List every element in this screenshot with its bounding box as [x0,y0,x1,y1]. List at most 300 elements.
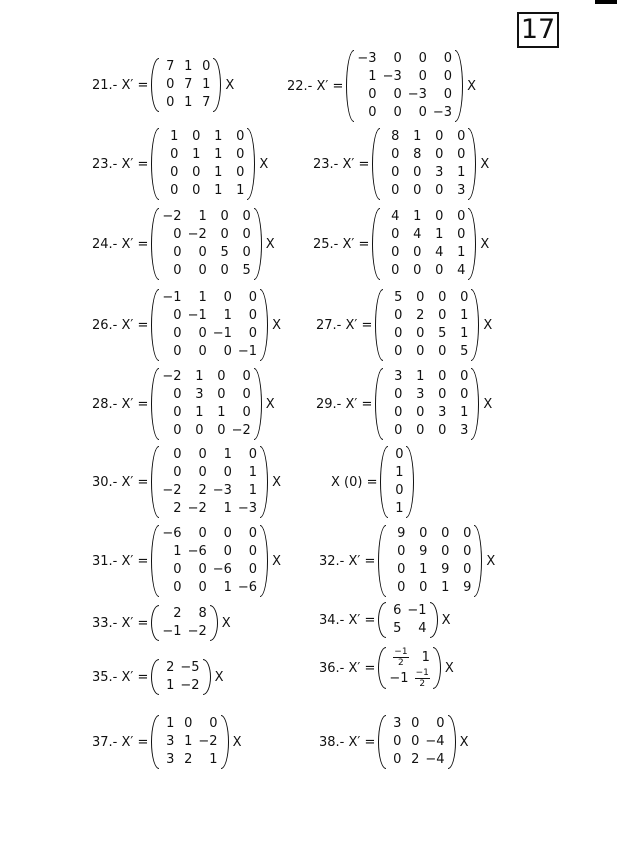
matrix-entry: 9 [419,544,428,559]
matrix-entry: 3 [394,369,403,384]
matrix-entry: −3 [357,51,377,66]
left-paren [375,368,383,440]
matrix [375,287,479,363]
matrix-entry: 0 [192,129,201,144]
problem-38 [319,713,468,771]
problem-label: 36.- X′ = [319,660,376,676]
problem-label: 33.- X′ = [92,615,149,631]
page-number-box [517,12,559,48]
matrix-entry: 0 [217,369,226,384]
matrix-entry: 0 [411,734,420,749]
matrix-entry: 1 [416,369,425,384]
matrix-entry: 4 [435,245,444,260]
matrix-entry: 3 [393,716,402,731]
left-paren [151,208,159,280]
right-paren [260,446,268,518]
matrix-entry: 3 [435,165,444,180]
problem-31 [92,523,281,599]
matrix-entry: 0 [173,326,182,341]
problem-33 [92,603,231,643]
right-paren [254,208,262,280]
matrix-entry: 0 [393,752,402,767]
matrix-entry: 0 [248,290,258,305]
matrix-entry: 0 [394,405,403,420]
matrix-entry: 5 [394,290,403,305]
matrix-entry: 1 [214,129,223,144]
matrix-entry: −2 [231,423,251,438]
matrix-entry: 1 [173,544,182,559]
matrix-entry: 0 [173,308,182,323]
matrix-entry: 0 [463,526,472,541]
matrix-entry: 1 [209,752,218,767]
matrix-entry: −3 [432,105,453,120]
matrix-entry: 4 [413,227,422,242]
matrix [151,287,268,363]
matrix-entry: 0 [394,387,403,402]
matrix-entry: 3 [457,183,466,198]
matrix-entry: 1 [166,716,175,731]
problem-30 [92,444,281,520]
matrix-entry: 0 [223,290,232,305]
matrix-entry: 0 [435,183,444,198]
matrix-entry: 0 [198,326,207,341]
matrix-entry: 6 [393,603,402,618]
matrix-entry: 0 [236,165,245,180]
matrix-entry: 0 [223,344,232,359]
problem-label: X (0) = [331,474,378,490]
matrix-entry: $\frac{-1}{2}$ [394,647,408,668]
matrix [378,713,455,771]
matrix-entry: 0 [416,405,425,420]
matrix-entry: 0 [170,165,179,180]
matrix [151,713,228,771]
matrix-entry: −3 [212,483,232,498]
matrix-entry: 0 [242,227,251,242]
matrix-entry: 0 [394,344,403,359]
vector-x: X [232,734,242,750]
right-paren [471,368,479,440]
matrix-entry: 0 [457,209,466,224]
matrix-entry: 0 [242,245,251,260]
matrix-entry: 4 [457,263,466,278]
matrix-entry: 0 [173,423,182,438]
vector-x: X [441,612,451,628]
matrix-entry: 1 [441,580,450,595]
matrix-entry: 0 [220,209,229,224]
matrix-entry: 8 [391,129,400,144]
matrix-entry: 0 [173,387,182,402]
matrix-entry: 0 [394,308,403,323]
matrix-entry: 5 [393,621,402,636]
matrix-entry: 2 [184,752,193,767]
matrix-entry: 0 [242,387,251,402]
matrix-entry: 0 [217,423,226,438]
matrix [372,206,476,282]
matrix-entry: 1 [223,447,232,462]
matrix-entry: 0 [460,387,469,402]
left-paren [151,128,159,200]
matrix-entry: 0 [198,580,207,595]
matrix-entry: 0 [416,290,425,305]
vector-x: X [480,156,490,172]
problem-label: 24.- X′ = [92,236,149,252]
matrix-entry: 1 [223,308,232,323]
matrix-entry: 4 [391,209,400,224]
matrix-entry: 0 [416,344,425,359]
matrix-entry: 0 [397,562,406,577]
matrix-entry: 7 [202,95,211,110]
matrix-entry: 0 [368,87,377,102]
left-paren [151,289,159,361]
left-paren [378,525,386,597]
matrix-entry: −3 [407,87,427,102]
matrix-entry: 0 [170,183,179,198]
matrix-entry: 0 [438,290,447,305]
matrix-entry: 0 [173,245,182,260]
left-paren [346,50,354,122]
problem-label: 21.- X′ = [92,77,149,93]
matrix-entry: 0 [248,326,258,341]
matrix-entry: 1 [184,734,193,749]
matrix-entry: 2 [173,501,182,516]
problem-label: 37.- X′ = [92,734,149,750]
matrix-entry: 0 [173,344,182,359]
left-paren [378,715,386,769]
vector-x: X [480,236,490,252]
left-paren [151,446,159,518]
matrix-entry: 0 [242,209,251,224]
matrix-entry: 1 [395,465,404,480]
right-paren [260,525,268,597]
matrix-entry: 0 [198,447,207,462]
matrix-entry: 0 [173,447,182,462]
matrix-entry: 0 [391,147,400,162]
matrix-entry: 0 [220,227,229,242]
matrix-entry: −2 [162,483,182,498]
matrix-entry: 0 [236,147,245,162]
matrix-entry: 0 [416,326,425,341]
right-paren [433,647,441,689]
matrix-entry: −2 [162,209,182,224]
matrix-entry: 1 [223,501,232,516]
vector-x: X [265,236,275,252]
matrix-entry: 0 [391,183,400,198]
matrix-entry: 8 [198,606,207,621]
matrix-entry: 0 [395,447,404,462]
problem-label: 38.- X′ = [319,734,376,750]
matrix [378,645,440,691]
matrix-entry: 0 [195,423,204,438]
vector-x: X [265,396,275,412]
matrix-entry: 3 [460,423,469,438]
matrix-entry: 0 [418,69,427,84]
matrix-entry: 0 [443,87,453,102]
matrix-entry: −6 [187,544,207,559]
matrix-entry: −1 [162,624,182,639]
matrix-entry: 0 [173,263,182,278]
matrix-entry: 0 [223,544,232,559]
matrix-entry: 0 [170,147,179,162]
problem-35 [92,657,223,697]
matrix-entry: 0 [223,526,232,541]
initial-condition [331,444,414,520]
vector-x: X [467,78,476,94]
matrix-entry: 0 [393,105,402,120]
matrix-entry: 0 [394,423,403,438]
matrix-entry: 0 [393,734,402,749]
matrix-entry: 1 [248,483,258,498]
matrix-entry: 0 [248,308,258,323]
matrix-entry: 0 [438,308,447,323]
matrix-entry: 0 [393,51,402,66]
matrix-entry: 1 [419,562,428,577]
matrix-entry: 1 [435,227,444,242]
matrix-entry: 0 [413,165,422,180]
matrix-entry: 0 [460,290,469,305]
matrix-entry: 0 [411,716,420,731]
problem-label: 32.- X′ = [319,553,376,569]
matrix-entry: 1 [460,308,469,323]
matrix [378,523,482,599]
problem-32 [319,523,495,599]
matrix-entry: 0 [248,447,258,462]
matrix [372,126,476,202]
problem-label: 25.- X′ = [313,236,370,252]
right-paren [213,58,221,112]
matrix-entry: 0 [443,51,453,66]
problem-label: 31.- X′ = [92,553,149,569]
matrix-entry: 0 [438,344,447,359]
matrix-entry: 1 [198,290,207,305]
matrix-entry: 0 [236,129,245,144]
matrix-entry: 0 [418,51,427,66]
matrix-entry: 2 [173,606,182,621]
matrix-entry: 9 [441,562,450,577]
vector-x: X [486,553,496,569]
matrix-entry: 2 [416,308,425,323]
vector-x: X [483,317,493,333]
matrix-entry: 0 [435,263,444,278]
matrix-entry: 0 [438,423,447,438]
matrix-entry: 0 [443,69,453,84]
problem-27 [316,287,492,363]
right-paren [254,368,262,440]
matrix-entry: 3 [166,734,175,749]
left-paren [151,525,159,597]
matrix-entry: 0 [457,129,466,144]
problem-37 [92,713,241,771]
matrix-entry: 0 [457,227,466,242]
matrix-entry: 1 [368,69,377,84]
page-number: 17 [520,14,556,45]
matrix-entry: 0 [441,544,450,559]
right-paren [468,208,476,280]
matrix-entry: 9 [463,580,472,595]
matrix-entry: 0 [173,227,182,242]
right-paren [260,289,268,361]
vector-x: X [214,669,224,685]
matrix-entry: 1 [460,405,469,420]
matrix-entry: 0 [391,227,400,242]
matrix [380,444,414,520]
matrix-entry: −1 [212,326,232,341]
vector-x: X [225,77,235,93]
problem-label: 26.- X′ = [92,317,149,333]
matrix-entry: $\frac{-1}{2}$ [415,668,429,689]
problem-label: 22.- X′ = [287,78,344,94]
problem-label: 35.- X′ = [92,669,149,685]
matrix-entry: 0 [413,263,422,278]
left-paren [151,715,159,769]
matrix-entry: 0 [413,183,422,198]
matrix-entry: 0 [438,369,447,384]
right-paren [203,659,211,695]
matrix-entry: 0 [460,369,469,384]
matrix-entry: 0 [248,526,258,541]
matrix-entry: 1 [184,59,193,74]
matrix-entry: 0 [242,405,251,420]
matrix-entry: 0 [192,183,201,198]
right-paren [430,602,438,638]
problem-28 [92,366,275,442]
matrix-entry: 0 [202,59,211,74]
problem-label: 27.- X′ = [316,317,373,333]
right-paren [455,50,463,122]
matrix-entry: −2 [162,369,182,384]
matrix-entry: 1 [395,501,404,516]
problem-24 [92,206,275,282]
matrix-entry: 0 [441,526,450,541]
matrix-entry: −4 [425,752,445,767]
matrix-entry: −2 [187,624,207,639]
right-paren [471,289,479,361]
vector-x: X [272,317,281,333]
matrix-entry: 0 [435,209,444,224]
matrix-entry: −1 [389,670,409,686]
matrix-entry: 1 [421,649,430,665]
matrix-entry: 9 [397,526,406,541]
matrix-entry: 5 [438,326,447,341]
matrix-entry: −3 [237,501,258,516]
matrix-entry: 0 [463,544,472,559]
problem-36 [319,645,454,691]
left-paren [372,128,380,200]
matrix-entry: 0 [413,245,422,260]
matrix-entry: 5 [242,263,251,278]
matrix-entry: 1 [214,165,223,180]
matrix-entry: −1 [187,308,207,323]
matrix-entry: 5 [460,344,469,359]
matrix-entry: 0 [192,165,201,180]
matrix-entry: 0 [418,105,427,120]
matrix-entry: 0 [419,526,428,541]
matrix-entry: 0 [463,562,472,577]
matrix-entry: 0 [166,77,175,92]
matrix-entry: −1 [237,344,258,359]
matrix-entry: 0 [395,483,404,498]
right-paren [210,605,218,641]
matrix-entry: 1 [198,209,207,224]
matrix-entry: 0 [242,369,251,384]
matrix-entry: 0 [248,544,258,559]
left-paren [372,208,380,280]
left-paren [375,289,383,361]
left-paren [380,446,388,518]
matrix-entry: −1 [407,603,427,618]
right-paren [468,128,476,200]
matrix-entry: 0 [397,580,406,595]
matrix-entry: 0 [209,716,218,731]
problem-23b [313,126,489,202]
problem-21 [92,56,234,114]
right-paren [448,715,456,769]
matrix-entry: 1 [460,326,469,341]
matrix-entry: 2 [198,483,207,498]
matrix-entry: 0 [220,263,229,278]
matrix [151,523,268,599]
matrix-entry: 1 [457,245,466,260]
left-paren [151,368,159,440]
matrix-entry: −3 [382,69,402,84]
matrix-entry: 1 [223,580,232,595]
problem-23a [92,126,268,202]
matrix-entry: −2 [198,734,218,749]
matrix-entry: 1 [248,465,258,480]
matrix-entry: 1 [170,129,179,144]
matrix-entry: 0 [198,245,207,260]
right-paren [221,715,229,769]
matrix-entry: 0 [198,344,207,359]
matrix-entry: 0 [419,580,428,595]
matrix-entry: −2 [180,678,200,693]
matrix-entry: 1 [413,209,422,224]
matrix [346,48,463,124]
matrix [378,600,437,640]
matrix-entry: 0 [166,95,175,110]
problem-label: 23.- X′ = [313,156,370,172]
matrix-entry: 1 [195,369,204,384]
left-paren [151,605,159,641]
matrix [151,206,261,282]
matrix-entry: 0 [436,716,445,731]
matrix-entry: 0 [184,716,193,731]
matrix-entry: −6 [212,562,232,577]
matrix-entry: −1 [162,290,182,305]
vector-x: X [459,734,469,750]
vector-x: X [483,396,493,412]
left-paren [378,647,386,689]
matrix-entry: 0 [368,105,377,120]
matrix-entry: 1 [202,77,211,92]
matrix-entry: −5 [180,660,200,675]
matrix-entry: 0 [223,465,232,480]
problem-29 [316,366,492,442]
matrix-entry: 0 [435,129,444,144]
problem-label: 34.- X′ = [319,612,376,628]
vector-x: X [259,156,269,172]
vector-x: X [272,553,281,569]
matrix-entry: 0 [173,405,182,420]
right-paren [406,446,414,518]
matrix-entry: 3 [195,387,204,402]
matrix-entry: 0 [391,245,400,260]
problem-22 [287,48,476,124]
matrix-entry: 0 [438,387,447,402]
matrix-entry: 7 [184,77,193,92]
matrix-entry: −4 [425,734,445,749]
matrix-entry: 0 [416,423,425,438]
problem-25 [313,206,489,282]
